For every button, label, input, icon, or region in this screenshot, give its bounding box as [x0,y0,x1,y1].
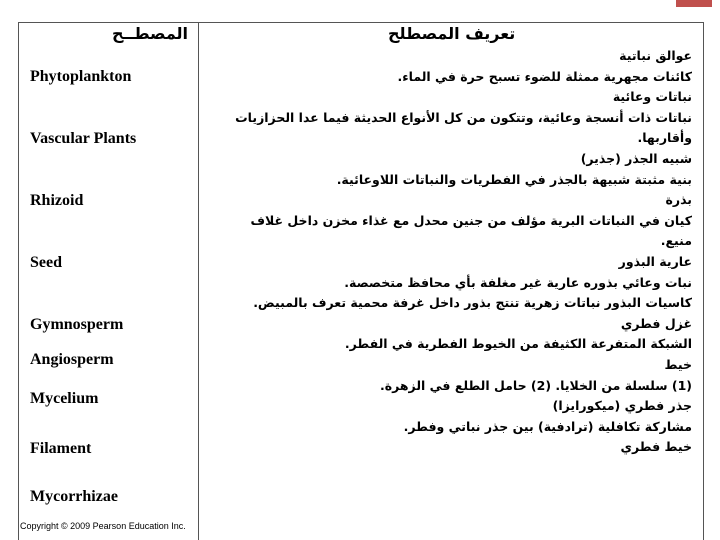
accent-bar [676,0,712,7]
term-filament: Filament [30,440,92,457]
term-phytoplankton: Phytoplankton [30,68,132,85]
def-line: منيع. [660,233,692,249]
def-line: نباتات وعائية [612,89,692,105]
term-mycorrhizae: Mycorrhizae [30,488,118,505]
def-line: كاسيات البذور نباتات زهرية تنتج بذور داخل غرفة محمية تعرف بالمبيض. [253,295,692,311]
def-line: شبيه الجذر (جذير) [580,150,692,166]
term-column-header: المصطــح [112,24,189,43]
def-line: خيط [664,356,692,372]
def-line: كائنات مجهرية ممثلة للضوء تسبح حرة في الماء. [397,68,692,84]
def-line: كيان في النباتات البرية مؤلف من جنين محدل مع غذاء مخزن داخل غلاف [250,212,692,228]
def-line: (1) سلسلة من الخلايا. (2) حامل الطلع في الزهرة. [379,377,692,393]
def-line: عارية البذور [618,253,692,269]
def-line: نباتات ذات أنسجة وعائية، وتتكون من كل الأنواع الحديثة فيما عدا الحزازيات [235,109,692,125]
def-line: جذر فطري (ميكورايزا) [552,398,692,414]
term-seed: Seed [30,254,62,271]
column-divider [198,22,199,540]
def-line: مشاركة تكافلية (ترادفية) بين جذر نباتي وفطر. [403,418,692,434]
definition-column-header: تعريف المصطلح [388,24,516,43]
def-line: الشبكة المتفرعة الكثيفة من الخيوط الفطرية في الفطر. [344,336,692,352]
def-line: غزل فطري [620,315,692,331]
term-rhizoid: Rhizoid [30,192,84,209]
def-line: عوالق نباتية [619,48,692,63]
def-line: خيط فطري [620,439,692,455]
def-line: نبات وعائي بذوره عارية غير مغلفة بأي محافظ متخصصة. [344,274,692,290]
term-angiosperm: Angiosperm [30,351,114,368]
def-line: بذرة [665,192,692,208]
term-gymnosperm: Gymnosperm [30,316,124,333]
def-line: وأقاربها. [637,130,692,146]
copyright-notice: Copyright © 2009 Pearson Education Inc. [20,521,186,531]
term-mycelium: Mycelium [30,390,99,407]
term-vascular-plants: Vascular Plants [30,130,137,147]
def-line: بنية مثبتة شبيهة بالجذر في الفطريات والنباتات اللاوعائية. [336,171,692,187]
definitions-column [212,46,692,458]
